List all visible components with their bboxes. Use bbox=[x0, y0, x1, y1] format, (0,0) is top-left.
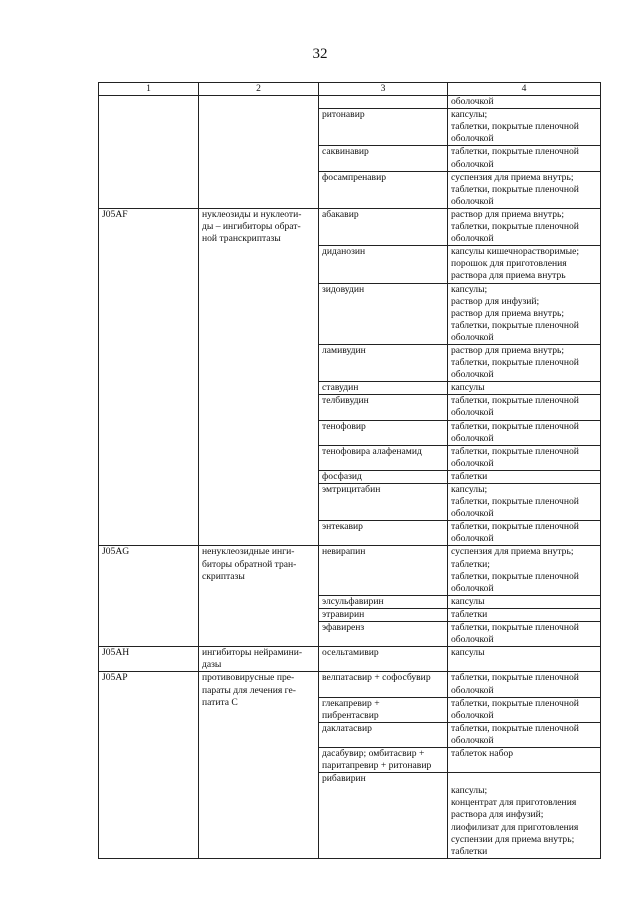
drug-name-cell: ритонавир bbox=[319, 109, 448, 146]
drug-name-cell: элсульфавирин bbox=[319, 595, 448, 608]
page-number: 32 bbox=[312, 46, 328, 62]
dosage-forms-cell: таблетки, покрытые пленочной оболочкой bbox=[448, 420, 601, 445]
table-row bbox=[99, 208, 601, 245]
dosage-forms-cell: суспензия для приема внутрь; таблетки; таблетки, покрытые пленочной оболочкой bbox=[448, 546, 601, 595]
drug-list-table bbox=[98, 82, 601, 859]
drug-name-cell: абакавир bbox=[319, 208, 448, 245]
column-header-4: 4 bbox=[448, 83, 601, 96]
dosage-forms-cell: таблетки, покрытые пленочной оболочкой bbox=[448, 672, 601, 697]
dosage-forms-cell: таблетки, покрытые пленочной оболочкой bbox=[448, 146, 601, 171]
drug-name-cell: осельтамивир bbox=[319, 647, 448, 672]
column-header-2: 2 bbox=[199, 83, 319, 96]
dosage-forms-cell: капсулы; раствор для инфузий; раствор для приема внутрь; таблетки, покрытые пленочной оболочкой bbox=[448, 283, 601, 344]
table-row bbox=[99, 647, 601, 672]
dosage-forms-cell: таблетки, покрытые пленочной оболочкой bbox=[448, 445, 601, 470]
header-row bbox=[99, 83, 601, 96]
atc-code-cell: J05AG bbox=[99, 546, 199, 647]
dosage-forms-cell: таблетки bbox=[448, 608, 601, 621]
dosage-forms-cell: таблетки, покрытые пленочной оболочкой bbox=[448, 622, 601, 647]
dosage-forms-cell: капсулы кишечнорастворимые; порошок для приготовления раствора для приема внутрь bbox=[448, 246, 601, 283]
dosage-forms-cell: таблетки, покрытые пленочной оболочкой bbox=[448, 722, 601, 747]
dosage-forms-cell: капсулы bbox=[448, 647, 601, 672]
atc-group-cell: ингибиторы нейрамини- дазы bbox=[199, 647, 319, 672]
drug-name-cell: ламивудин bbox=[319, 344, 448, 381]
dosage-forms-cell: раствор для приема внутрь; таблетки, покрытые пленочной оболочкой bbox=[448, 208, 601, 245]
drug-name-cell: фосампренавир bbox=[319, 171, 448, 208]
atc-group-cell: нуклеозиды и нуклеоти- ды – ингибиторы обрат- ной транскриптазы bbox=[199, 208, 319, 546]
dosage-forms-cell: таблетки, покрытые пленочной оболочкой bbox=[448, 697, 601, 722]
drug-name-cell: эмтрицитабин bbox=[319, 484, 448, 521]
atc-code-cell: J05AP bbox=[99, 672, 199, 858]
drug-name-cell: саквинавир bbox=[319, 146, 448, 171]
drug-name-cell bbox=[319, 96, 448, 109]
dosage-forms-cell: таблетки, покрытые пленочной оболочкой bbox=[448, 521, 601, 546]
drug-name-cell: невирапин bbox=[319, 546, 448, 595]
dosage-forms-cell: таблеток набор bbox=[448, 747, 601, 772]
dosage-forms-cell: капсулы bbox=[448, 595, 601, 608]
dosage-forms-cell: раствор для приема внутрь; таблетки, покрытые пленочной оболочкой bbox=[448, 344, 601, 381]
dosage-forms-cell: капсулы bbox=[448, 382, 601, 395]
atc-code-cell bbox=[99, 96, 199, 209]
dosage-forms-cell: суспензия для приема внутрь; таблетки, покрытые пленочной оболочкой bbox=[448, 171, 601, 208]
dosage-forms-cell: таблетки, покрытые пленочной оболочкой bbox=[448, 395, 601, 420]
drug-name-cell: энтекавир bbox=[319, 521, 448, 546]
drug-name-cell: телбивудин bbox=[319, 395, 448, 420]
drug-name-cell: зидовудин bbox=[319, 283, 448, 344]
drug-name-cell: тенофовир bbox=[319, 420, 448, 445]
drug-name-cell: диданозин bbox=[319, 246, 448, 283]
atc-code-cell: J05AF bbox=[99, 208, 199, 546]
dosage-forms-cell: капсулы; концентрат для приготовления раствора для инфузий; лиофилизат для приготовления суспензии для приема внутрь; таблетки bbox=[448, 773, 601, 859]
drug-name-cell: тенофовира алафенамид bbox=[319, 445, 448, 470]
dosage-forms-cell: оболочкой bbox=[448, 96, 601, 109]
drug-name-cell: фосфазид bbox=[319, 470, 448, 483]
table-row bbox=[99, 672, 601, 697]
dosage-forms-cell: таблетки bbox=[448, 470, 601, 483]
column-header-3: 3 bbox=[319, 83, 448, 96]
dosage-forms-cell: капсулы; таблетки, покрытые пленочной оболочкой bbox=[448, 484, 601, 521]
drug-name-cell: даклатасвир bbox=[319, 722, 448, 747]
drug-name-cell: эфавиренз bbox=[319, 622, 448, 647]
drug-name-cell: этравирин bbox=[319, 608, 448, 621]
drug-name-cell: дасабувир; омбитасвир + паритапревир + ритонавир bbox=[319, 747, 448, 772]
drug-name-cell: рибавирин bbox=[319, 773, 448, 859]
drug-name-cell: глекапревир + пибрентасвир bbox=[319, 697, 448, 722]
atc-group-cell: противовирусные пре- параты для лечения ге- патита С bbox=[199, 672, 319, 858]
table-row bbox=[99, 546, 601, 595]
table-row bbox=[99, 96, 601, 109]
dosage-forms-cell: капсулы; таблетки, покрытые пленочной оболочкой bbox=[448, 109, 601, 146]
atc-code-cell: J05AH bbox=[99, 647, 199, 672]
drug-name-cell: велпатасвир + софосбувир bbox=[319, 672, 448, 697]
atc-group-cell: ненуклеозидные инги- биторы обратной тран- скриптазы bbox=[199, 546, 319, 647]
column-header-1: 1 bbox=[99, 83, 199, 96]
atc-group-cell bbox=[199, 96, 319, 209]
drug-name-cell: ставудин bbox=[319, 382, 448, 395]
